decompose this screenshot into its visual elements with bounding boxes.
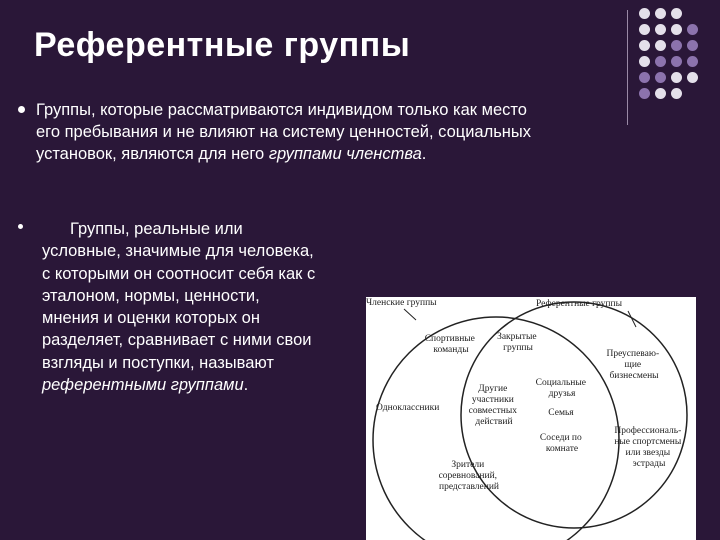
decor-dot	[687, 72, 698, 83]
slide-title: Референтные группы	[34, 26, 411, 64]
decor-dot	[639, 56, 650, 67]
decor-dot-grid	[639, 8, 719, 108]
label-reference-groups: Референтные группы	[536, 299, 622, 309]
bullet-2-line-1: Группы, реальные или	[70, 220, 243, 238]
label-social-friends: Социальные друзья	[535, 378, 586, 399]
bullet-text-1	[36, 99, 646, 165]
bullet-2-line-5: мнения и оценки которых он	[42, 309, 260, 328]
decor-dot	[671, 56, 682, 67]
bullet-1-line-1: Группы, которые рассматриваются индивидом только как место	[36, 101, 527, 119]
bullet-2-line-3: с которыми он соотносит себя как с	[42, 264, 316, 283]
bullet-1-tail: .	[421, 145, 427, 163]
decor-dot	[655, 8, 666, 19]
decor-dot	[639, 88, 650, 99]
bullet-2-line-7: взгляды и поступки, называют	[42, 353, 274, 372]
decor-dot	[655, 72, 666, 83]
bullet-2-line-2: условные, значимые для человека,	[42, 242, 314, 261]
bullet-1-line-2: его пребывания и не влияют на систему ценностей, социальных	[36, 123, 532, 141]
bullet-2-tail: .	[243, 376, 249, 395]
decor-dot	[655, 88, 666, 99]
decor-dot	[639, 72, 650, 83]
decor-dot	[671, 8, 682, 19]
bullet-2-emphasis: референтными группами	[42, 376, 244, 395]
label-pro-athletes: Профессиональ- ные спортсмены или звезды эстрады	[614, 426, 682, 469]
bullet-marker-1	[18, 106, 25, 113]
decor-dot	[671, 72, 682, 83]
label-classmates: Одноклассники	[376, 403, 440, 413]
decor-dot	[687, 24, 698, 35]
decor-dot	[639, 8, 650, 19]
label-spectators: Зрители соревнований, представлений	[438, 460, 500, 492]
decor-dot	[639, 24, 650, 35]
label-family: Семья	[548, 408, 574, 418]
bullet-2-line-4: эталоном, нормы, ценности,	[42, 286, 260, 305]
bullet-text-2	[42, 218, 382, 396]
venn-diagram-svg	[366, 297, 696, 540]
decor-dot	[671, 88, 682, 99]
decor-dot	[671, 24, 682, 35]
bullet-1-line-3: установок, являются для него	[36, 145, 269, 163]
left-caption-pointer	[404, 309, 416, 320]
label-successful-businessmen: Преуспеваю- щие бизнесмены	[606, 349, 660, 381]
decor-dot	[655, 24, 666, 35]
venn-diagram	[366, 297, 696, 540]
label-membership-groups: Членские группы	[366, 298, 437, 308]
label-other-participants: Другие участники совместных действий	[468, 384, 517, 427]
decor-dot	[639, 40, 650, 51]
membership-circle	[373, 317, 619, 540]
decor-dot	[655, 40, 666, 51]
label-closed-groups: Закрытые группы	[497, 332, 537, 353]
label-sport-teams: Спортивные команды	[424, 334, 475, 355]
bullet-2-line-6: разделяет, сравнивает с ними свои	[42, 331, 312, 350]
decor-dot	[687, 40, 698, 51]
bullet-1-emphasis: группами членства	[268, 145, 422, 163]
decor-dot	[655, 56, 666, 67]
decor-dot	[687, 56, 698, 67]
label-roommates: Соседи по комнате	[539, 433, 582, 454]
bullet-marker-2	[18, 224, 23, 229]
decor-dot	[671, 40, 682, 51]
